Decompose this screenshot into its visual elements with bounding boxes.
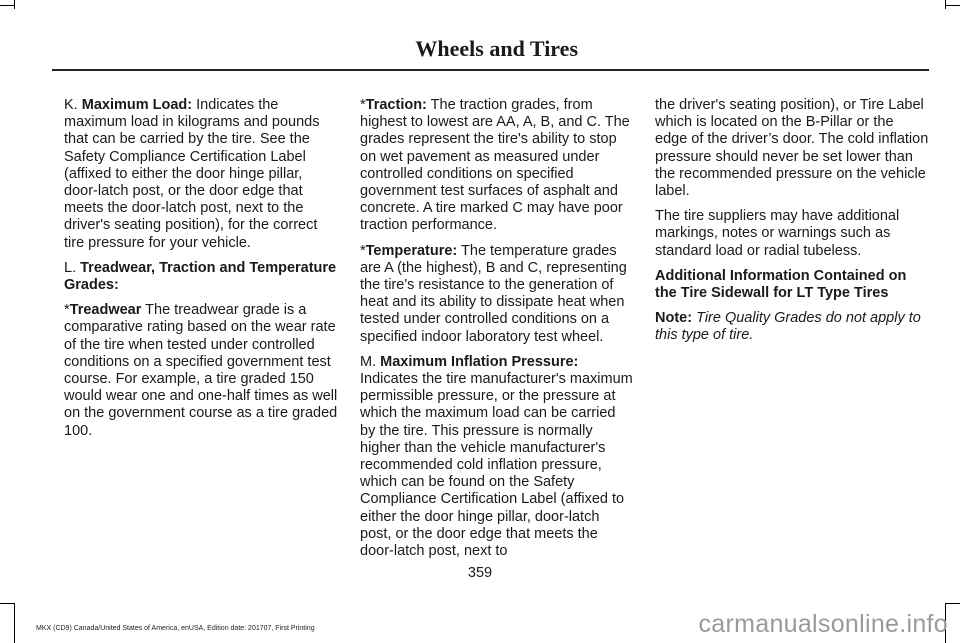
paragraph-temperature: *Temperature: The temperature grades are A (the highest), B and C, representing the tire's resistance to the generation of heat and its ability to dissipate heat when tested under controlled conditions on a specified indoor laboratory test wheel. — [360, 242, 627, 345]
note-text: Tire Quality Grades do not apply to this type of tire. — [655, 310, 921, 344]
paragraph-traction: *Traction: The traction grades, from highest to lowest are AA, A, B, and C. The grades represent the tire's ability to stop on wet pavement as measured under controlled conditions on specified government test surfaces of asphalt and concrete. A tire marked C may have poor traction performance. — [360, 97, 630, 234]
section-heading-lt-tires: Additional Information Contained on the Tire Sidewall for LT Type Tires — [655, 267, 907, 302]
page-header-title: Wheels and Tires — [415, 36, 578, 61]
term-grades: Treadwear, Traction and Temperature Grades: — [64, 259, 337, 294]
header-rule — [52, 69, 929, 71]
paragraph-tire-suppliers: The tire suppliers may have additional markings, notes or warnings such as standard load or radial tubeless. — [655, 208, 900, 259]
page-number: 359 — [467, 565, 493, 581]
term-traction: Traction: — [365, 97, 427, 113]
crop-mark-top-right-h — [946, 5, 960, 6]
crop-mark-top-right-v — [945, 0, 946, 9]
term-maximum-load: Maximum Load: — [81, 97, 193, 113]
note-label: Note: — [655, 310, 693, 327]
crop-mark-top-left-v — [14, 0, 15, 9]
paragraph-max-inflation: M. Maximum Inflation Pressure: Indicates the tire manufacturer's maximum permissible pressure, or the pressure at which the maximum load can be carried by the tire. This pressure is normally higher than the vehicle manufacturer's recommended cold inflation pressure, which can be found on the Safety Compliance Certification Label (affixed to either the door hinge pillar, door-latch post, or the door edge that meets the door-latch post, next to — [360, 353, 633, 560]
paragraph-treadwear: *Treadwear The treadwear grade is a comparative rating based on the wear rate of the tire when tested under controlled conditions on a specified government test course. For example, a tire graded 150 would wear one and one-half times as well on the government course as a tire graded 100. — [64, 302, 338, 439]
watermark: carmanualsonline.info — [698, 610, 948, 638]
term-treadwear: Treadwear — [69, 302, 142, 319]
footer-edition-info: MKX (CD9) Canada/United States of America, enUSA, Edition date: 201707, First Printing — [36, 625, 315, 632]
term-temperature: Temperature: — [365, 242, 458, 259]
text-column-2 — [360, 97, 634, 568]
text-column-3 — [655, 97, 929, 353]
paragraph-maximum-load: K. Maximum Load: Indicates the maximum load in kilograms and pounds that can be carried by the tire. See the Safety Compliance Certification Label (affixed to either the door hinge pillar, door-latch post, or the door edge that meets the door-latch post, next to the driver's seating position), for the correct tire pressure for your vehicle. — [64, 97, 320, 251]
paragraph-continuation: the driver's seating position), or Tire Label which is located on the B-Pillar or the edge of the driver’s door. The cold inflation pressure should never be set lower than the recommended pressure on the vehicle label. — [655, 97, 929, 200]
note-paragraph — [655, 310, 929, 344]
text-column-1 — [64, 97, 338, 448]
crop-mark-top-left-h — [0, 5, 14, 6]
term-max-inflation: Maximum Inflation Pressure: — [380, 353, 579, 370]
paragraph-grades-heading: L. Treadwear, Traction and Temperature Grades: — [64, 259, 337, 294]
crop-mark-bottom-left-h — [0, 603, 14, 604]
crop-mark-bottom-right-h — [946, 603, 960, 604]
crop-mark-bottom-left-v — [14, 603, 15, 643]
